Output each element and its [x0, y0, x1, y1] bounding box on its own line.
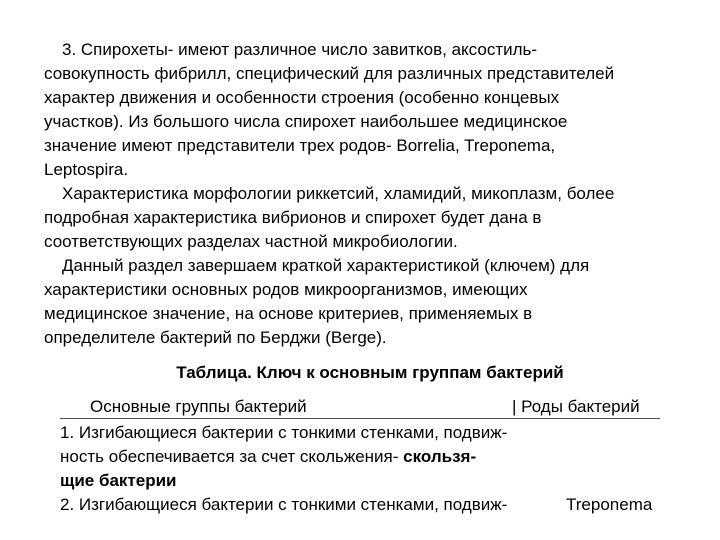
text-line: 3. Спирохеты- имеют различное число завитков, аксостиль- [62, 40, 538, 59]
group-name: щие бактерии [60, 471, 177, 490]
text-line: 2. Изгибающиеся бактерии с тонкими стенками, подвиж- [60, 495, 508, 514]
row-description [60, 421, 570, 493]
header-genera: | Роды бактерий [512, 397, 640, 416]
row-description [60, 493, 570, 517]
text-line: соответствующих разделах частной микробиологии. [44, 232, 458, 251]
paragraph-spirochetes [44, 38, 684, 182]
text-line: определителе бактерий по Берджи (Berge). [44, 328, 387, 347]
text-line: совокупность фибрилл, специфический для различных представителей [44, 64, 615, 83]
text-line: характеристики основных родов микроорганизмов, имеющих [44, 280, 528, 299]
text-line: участков). Из большого числа спирохет наибольшее медицинское [44, 112, 568, 131]
bacteria-key-table [60, 396, 660, 517]
table-row [60, 493, 660, 517]
table-row [60, 421, 660, 493]
text-line: значение имеют представители трех родов- Borrelia, Treponema, [44, 136, 556, 155]
text-line: подробная характеристика вибрионов и спирохет будет дана в [44, 208, 542, 227]
table-header [60, 396, 660, 419]
text-line: Данный раздел завершаем краткой характеристикой (ключем) для [62, 256, 590, 275]
row-genus: Treponema [566, 495, 653, 514]
header-groups: Основные группы бактерий [90, 397, 307, 416]
text-line [60, 445, 570, 469]
text-line: Leptospira. [44, 160, 129, 179]
paragraph-key-intro [44, 254, 684, 350]
paragraph-morphology [44, 182, 684, 254]
text-line: характер движения и особенности строения (особенно концевых [44, 88, 560, 107]
text-line: медицинское значение, на основе критериев, применяемых в [44, 304, 533, 323]
text-fragment: ность обеспечивается за счет скольжения- [60, 447, 404, 466]
group-name: скользя- [403, 447, 477, 466]
text-line: 1. Изгибающиеся бактерии с тонкими стенками, подвиж- [60, 423, 508, 442]
text-line: Характеристика морфологии риккетсий, хламидий, микоплазм, более [62, 184, 615, 203]
table-title: Таблица. Ключ к основным группам бактерий [176, 363, 564, 382]
